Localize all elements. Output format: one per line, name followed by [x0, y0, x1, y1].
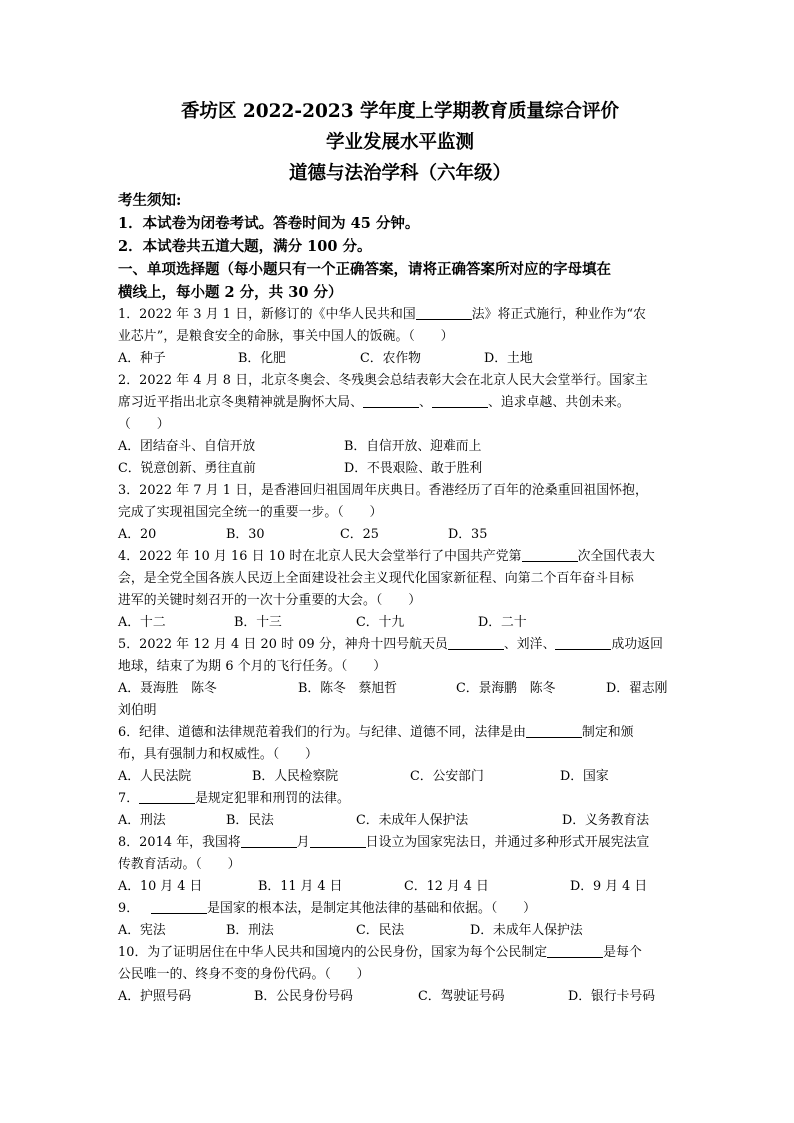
- notice-item-1: 1．本试卷为闭卷考试。答卷时间为 45 分钟。: [118, 215, 420, 232]
- options-2a: A．团结奋斗、自信开放 B．自信开放、迎难而上: [118, 439, 482, 454]
- question-3: 3．2022 年 7 月 1 日，是香港回归祖国周年庆典日。香港经历了百年的沧桑重回祖国怀抱， 完成了实现祖国完全统一的重要一步。（ ）: [118, 483, 648, 520]
- question-10: 10．为了证明居住在中华人民共和国境内的公民身份，国家为每个公民制定 是每个 公民唯一的、终身不变的身份代码。（ ）: [118, 945, 642, 982]
- answer-blank: [555, 635, 611, 650]
- options-3: A．20 B．30 C．25 D．35: [118, 527, 488, 542]
- question-8: 8．2014 年，我国将 月 日设立为国家宪法日，并通过多种形式开展宪法宣 传教育活动。（ ）: [118, 835, 650, 872]
- answer-blank: [522, 547, 578, 562]
- question-1: 1．2022 年 3 月 1 日，新修订的《中华人民共和国 法》将正式施行，种业作为“农 业芯片”，是粮食安全的命脉，事关中国人的饭碗。（ ）: [118, 307, 647, 344]
- section-heading: 一、单项选择题（每小题只有一个正确答案，请将正确答案所对应的字母填在 横线上，每小题 2 分，共 30 分）: [118, 261, 611, 301]
- options-1: A．种子 B．化肥 C．农作物 D．土地: [118, 351, 533, 366]
- question-5: 5．2022 年 12 月 4 日 20 时 09 分，神舟十四号航天员 、刘洋、 成功返回 地球，结束了为期 6 个月的飞行任务。（ ）: [118, 637, 664, 674]
- options-10: A．护照号码 B．公民身份号码 C．驾驶证号码 D．银行卡号码: [118, 989, 656, 1004]
- options-8: A．10 月 4 日 B．11 月 4 日 C．12 月 4 日 D．9 月 4 日: [118, 879, 648, 894]
- options-2b: C．锐意创新、勇往直前 D．不畏艰险、敢于胜利: [118, 461, 483, 476]
- question-2: 2．2022 年 4 月 8 日，北京冬奥会、冬残奥会总结表彰大会在北京人民大会堂举行。国家主 席习近平指出北京冬奥精神就是胸怀大局、 、 、追求卓越、共创未来。 （ ）: [118, 373, 648, 432]
- question-9: 9． 是国家的根本法，是制定其他法律的基础和依据。（ ）: [118, 901, 537, 916]
- question-4: 4．2022 年 10 月 16 日 10 时在北京人民大会堂举行了中国共产党第 次全国代表大 会，是全党全国各族人民迈上全面建设社会主义现代化国家新征程、向第二个百年奋斗目标 进军的关键时刻召开的一次十分重要的大会。（ ）: [118, 549, 655, 608]
- options-5-continued: 刘伯明: [118, 703, 157, 718]
- answer-blank: [547, 943, 603, 958]
- exam-title: 香坊区 2022-2023 学年度上学期教育质量综合评价: [180, 101, 620, 122]
- answer-blank: [241, 833, 297, 848]
- options-6: A．人民法院 B．人民检察院 C．公安部门 D．国家: [118, 769, 609, 784]
- answer-blank: [363, 393, 419, 408]
- answer-blank: [432, 393, 488, 408]
- options-4: A．十二 B．十三 C．十九 D．二十: [118, 615, 527, 630]
- answer-blank: [526, 723, 582, 738]
- options-9: A．宪法 B．刑法 C．民法 D．未成年人保护法: [118, 923, 583, 938]
- notice-item-2: 2．本试卷共五道大题，满分 100 分。: [118, 238, 372, 255]
- answer-blank: [310, 833, 366, 848]
- options-5: A．聂海胜 陈冬 B．陈冬 蔡旭哲 C．景海鹏 陈冬 D．翟志刚: [118, 681, 668, 696]
- options-7: A．刑法 B．民法 C．未成年人保护法 D．义务教育法: [118, 813, 650, 828]
- question-7: 7． 是规定犯罪和刑罚的法律。: [118, 791, 350, 806]
- question-6: 6．纪律、道德和法律规范着我们的行为。与纪律、道德不同，法律是由 制定和颁 布，具有强制力和权威性。（ ）: [118, 725, 634, 762]
- answer-blank: [416, 305, 472, 320]
- answer-blank: [151, 899, 207, 914]
- exam-subject: 道德与法治学科（六年级）: [288, 163, 511, 184]
- exam-page: [118, 96, 682, 1008]
- notice-title: 考生须知:: [118, 192, 182, 209]
- exam-subtitle: 学业发展水平监测: [325, 132, 474, 153]
- answer-blank: [139, 789, 195, 804]
- answer-blank: [448, 635, 504, 650]
